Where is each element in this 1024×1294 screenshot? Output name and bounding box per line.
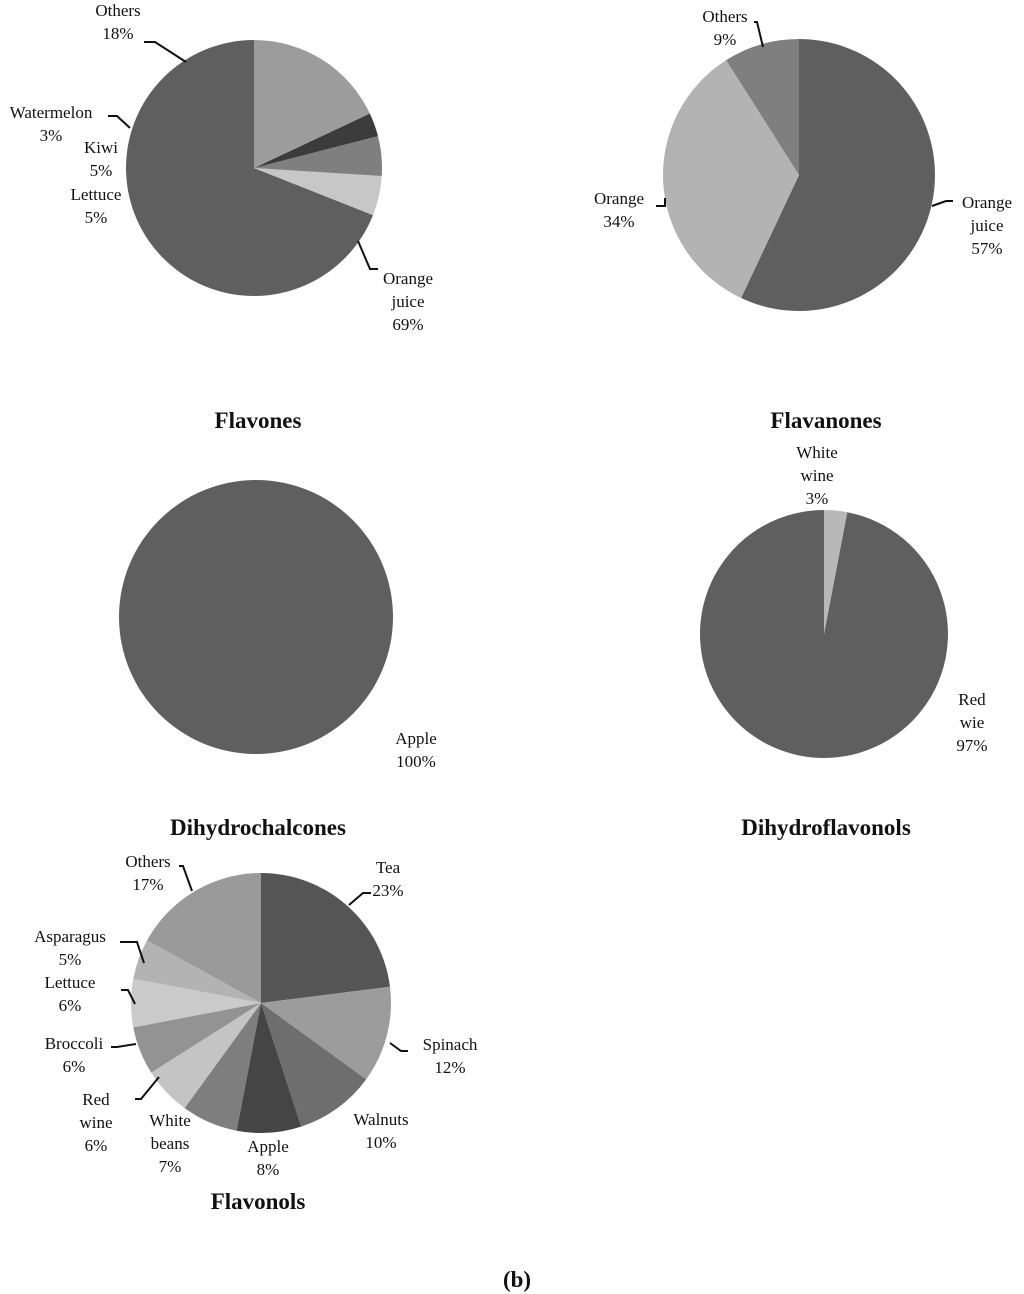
slice-percent: 5%: [89, 161, 113, 180]
data-label-flavanones-others: [702, 7, 747, 49]
pie-chart-dihydroflavonols: [700, 443, 988, 840]
chart-title-flavonols: Flavonols: [210, 1189, 306, 1214]
slice-label: White: [796, 443, 838, 462]
data-label-dihydroflavonols-red-wie: [956, 690, 987, 755]
chart-title-dihydrochalcones: Dihydrochalcones: [170, 815, 346, 840]
chart-title-flavones: Flavones: [214, 408, 302, 433]
pie-chart-flavones: [10, 1, 433, 433]
data-label-flavonols-walnuts: [353, 1110, 408, 1152]
slice-label: Kiwi: [84, 138, 118, 157]
leader-line-flavanones-orange: [656, 198, 665, 206]
slice-percent: 12%: [434, 1058, 466, 1077]
pie-chart-flavonols: [34, 852, 478, 1214]
data-label-flavanones-orange-juice: [962, 193, 1012, 258]
data-label-dihydroflavonols-white-wine: [796, 443, 838, 508]
slice-percent: 3%: [805, 489, 829, 508]
leader-line-flavones-orange-juice: [358, 241, 378, 269]
slice-percent: 17%: [132, 875, 164, 894]
slice-label: Tea: [375, 858, 401, 877]
data-label-flavonols-others: [125, 852, 170, 894]
slice-percent: 97%: [956, 736, 988, 755]
chart-title-flavanones: Flavanones: [770, 408, 882, 433]
slice-label: Lettuce: [70, 185, 122, 204]
slice-label: Red: [958, 690, 986, 709]
leader-line-flavones-others: [144, 42, 186, 62]
slice-label: Orange: [382, 269, 434, 288]
pie-dihydrochalcones-slice-apple: [119, 480, 393, 754]
data-label-flavones-watermelon: [10, 103, 93, 145]
slice-percent: 7%: [158, 1157, 182, 1176]
slice-label: wine: [79, 1113, 113, 1132]
data-label-flavones-orange-juice: [383, 269, 433, 334]
data-label-dihydrochalcones-apple: [395, 729, 437, 771]
slice-label: Apple: [395, 729, 437, 748]
slice-label: Orange: [961, 193, 1013, 212]
slice-label: Others: [95, 1, 141, 20]
data-label-flavones-others: [95, 1, 140, 43]
data-label-flavonols-white-beans: [149, 1111, 191, 1176]
slice-percent: 34%: [603, 212, 635, 231]
slice-label: Others: [125, 852, 171, 871]
slice-percent: 6%: [84, 1136, 108, 1155]
slice-label: Watermelon: [9, 103, 93, 122]
slice-label: Lettuce: [44, 973, 96, 992]
data-label-flavones-lettuce: [71, 185, 122, 227]
leader-line-flavones-watermelon: [108, 116, 130, 128]
slice-percent: 8%: [256, 1160, 280, 1179]
slice-label: White: [149, 1111, 191, 1130]
slice-percent: 57%: [971, 239, 1003, 258]
pie-chart-dihydrochalcones: [119, 480, 437, 840]
slice-percent: 3%: [39, 126, 63, 145]
slice-percent: 10%: [365, 1133, 397, 1152]
slice-percent: 6%: [58, 996, 82, 1015]
slice-percent: 69%: [392, 315, 424, 334]
leader-line-flavanones-others: [754, 22, 763, 47]
slice-label: Apple: [247, 1137, 289, 1156]
chart-title-dihydroflavonols: Dihydroflavonols: [741, 815, 911, 840]
data-label-flavonols-spinach: [423, 1035, 478, 1077]
slice-percent: 6%: [62, 1057, 86, 1076]
slice-percent: 5%: [84, 208, 108, 227]
slice-label: Asparagus: [34, 927, 106, 946]
slice-label: beans: [150, 1134, 190, 1153]
leader-line-flavanones-orange-juice: [932, 201, 953, 206]
slice-label: Red: [82, 1090, 110, 1109]
pie-dihydroflavonols-slice-red-wie: [700, 510, 948, 758]
slice-label: wine: [800, 466, 834, 485]
slice-label: Orange: [593, 189, 645, 208]
data-label-flavones-kiwi: [84, 138, 118, 180]
slice-percent: 9%: [713, 30, 737, 49]
slice-label: wie: [959, 713, 985, 732]
data-label-flavonols-tea: [372, 858, 403, 900]
data-label-flavanones-orange: [594, 189, 644, 231]
slice-percent: 23%: [372, 881, 404, 900]
pie-chart-flavanones: [594, 7, 1012, 433]
leader-line-flavonols-others: [179, 866, 192, 891]
slice-percent: 100%: [396, 752, 436, 771]
data-label-flavonols-red-wine: [79, 1090, 112, 1155]
slice-label: juice: [391, 292, 425, 311]
slice-label: juice: [970, 216, 1004, 235]
slice-label: Broccoli: [44, 1034, 104, 1053]
slice-percent: 18%: [102, 24, 134, 43]
data-label-flavonols-lettuce: [45, 973, 96, 1015]
leader-line-flavonols-tea: [349, 893, 371, 905]
slice-label: Spinach: [422, 1035, 478, 1054]
data-label-flavonols-apple: [247, 1137, 289, 1179]
slice-label: Walnuts: [353, 1110, 409, 1129]
data-label-flavonols-broccoli: [45, 1034, 104, 1076]
leader-line-flavonols-spinach: [390, 1043, 408, 1051]
leader-line-flavonols-broccoli: [111, 1044, 136, 1047]
leader-line-flavonols-red-wine: [135, 1077, 159, 1099]
slice-percent: 5%: [58, 950, 82, 969]
slice-label: Others: [702, 7, 748, 26]
data-label-flavonols-asparagus: [34, 927, 106, 969]
figure-label: (b): [502, 1267, 532, 1292]
